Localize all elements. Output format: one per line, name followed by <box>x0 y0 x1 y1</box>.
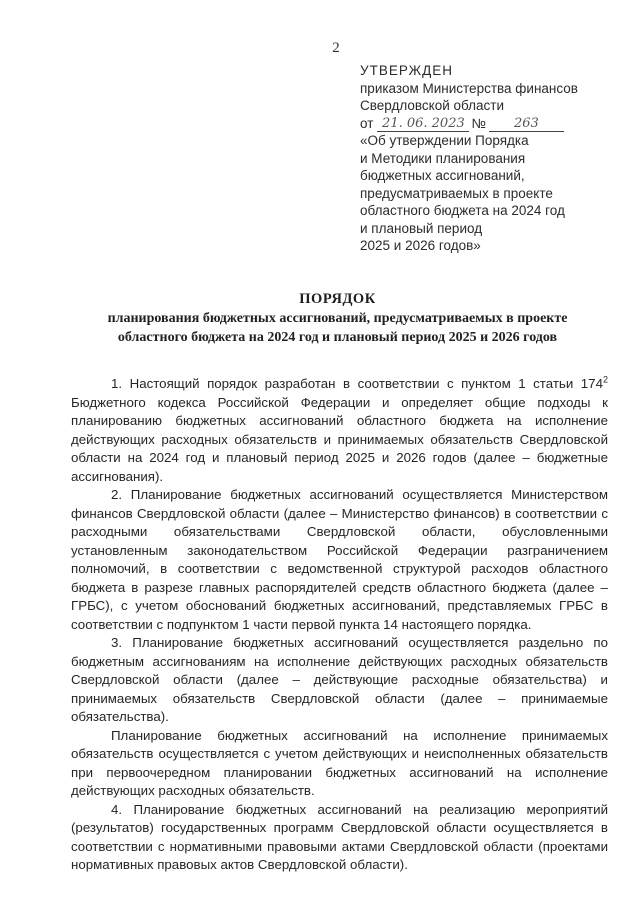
number-prefix: № <box>471 115 486 131</box>
approval-title-line: предусматриваемых в проекте <box>360 185 553 201</box>
paragraph-text: 1. Настоящий порядок разработан в соответствии с пунктом 1 статьи 174 <box>111 376 603 391</box>
document-subtitle: областного бюджета на 2024 год и плановый период 2025 и 2026 годов <box>117 330 558 345</box>
approval-date-line <box>360 115 625 133</box>
approval-title-line: бюджетных ассигнований, <box>360 168 525 183</box>
handwritten-date: 21. 06. 2023 <box>377 116 469 132</box>
approval-title-line: «Об утверждении Порядка <box>360 133 529 148</box>
approval-heading: УТВЕРЖДЕН <box>360 63 454 78</box>
handwritten-number: 263 <box>489 116 564 132</box>
paragraph-4: 4. Планирование бюджетных ассигнований на реализацию мероприятий (результатов) государственных программ Свердловской области осуществляется в соответствии с нормативными правовыми актами Свердловской области (проектами нормативных правовых актов Свердловской области). <box>71 801 608 872</box>
date-prefix: от <box>360 115 374 131</box>
document-title: ПОРЯДОК <box>299 291 376 307</box>
approval-title-line: областного бюджета на 2024 год <box>360 203 565 218</box>
paragraph-2: 2. Планирование бюджетных ассигнований осуществляется Министерством финансов Свердловской области (далее – Министерство финансов) в соответствии с расходными обязательствами Свердловской области, обусловленными установленным законодательством Российской Федерации разграничением полномочий, в соответствии с ведомственной структурой расходов областного бюджета в разрезе главных распорядителей средств областного бюджета (далее – ГРБС), с учетом обоснований бюджетных ассигнований, представляемых ГРБС в соответствии с подпунктом 1 части первой пункта 14 настоящего порядка. <box>71 487 608 632</box>
document-title-block <box>60 290 615 347</box>
document-body <box>71 375 608 875</box>
page-number: 2 <box>332 40 340 56</box>
approval-title-line: и Методики планирования <box>360 150 526 166</box>
paragraph-3: 3. Планирование бюджетных ассигнований осуществляется раздельно по бюджетным ассигнованиям на исполнение действующих расходных обязательств Свердловской области (далее – действующие расходные обязательства) и принимаемых обязательств Свердловской области (далее – принимаемые обязательства). <box>71 635 608 724</box>
paragraph-1 <box>71 375 608 486</box>
approval-line: Свердловской области <box>360 98 505 113</box>
approval-title-line: и плановый период <box>360 220 483 236</box>
paragraph-3b: Планирование бюджетных ассигнований на исполнение принимаемых обязательств осуществляется с учетом действующих и неисполненных обязательств при первоочередном планировании бюджетных ассигнований на исполнение действующих расходных обязательств. <box>71 727 608 798</box>
document-subtitle: планирования бюджетных ассигнований, предусматриваемых в проекте <box>107 311 568 326</box>
superscript: 2 <box>602 374 608 385</box>
approval-stamp <box>360 62 625 255</box>
approval-line: приказом Министерства финансов <box>360 80 578 96</box>
paragraph-text: Бюджетного кодекса Российской Федерации и определяет общие подходы к планированию бюджетных ассигнований областного бюджета на исполнение действующих расходных обязательств и принимаемых обязательств Свердловской области на 2024 год и плановый период 2025 и 2026 годов (далее – бюджетные ассигнования). <box>71 394 608 484</box>
approval-title-line: 2025 и 2026 годов» <box>360 238 481 253</box>
